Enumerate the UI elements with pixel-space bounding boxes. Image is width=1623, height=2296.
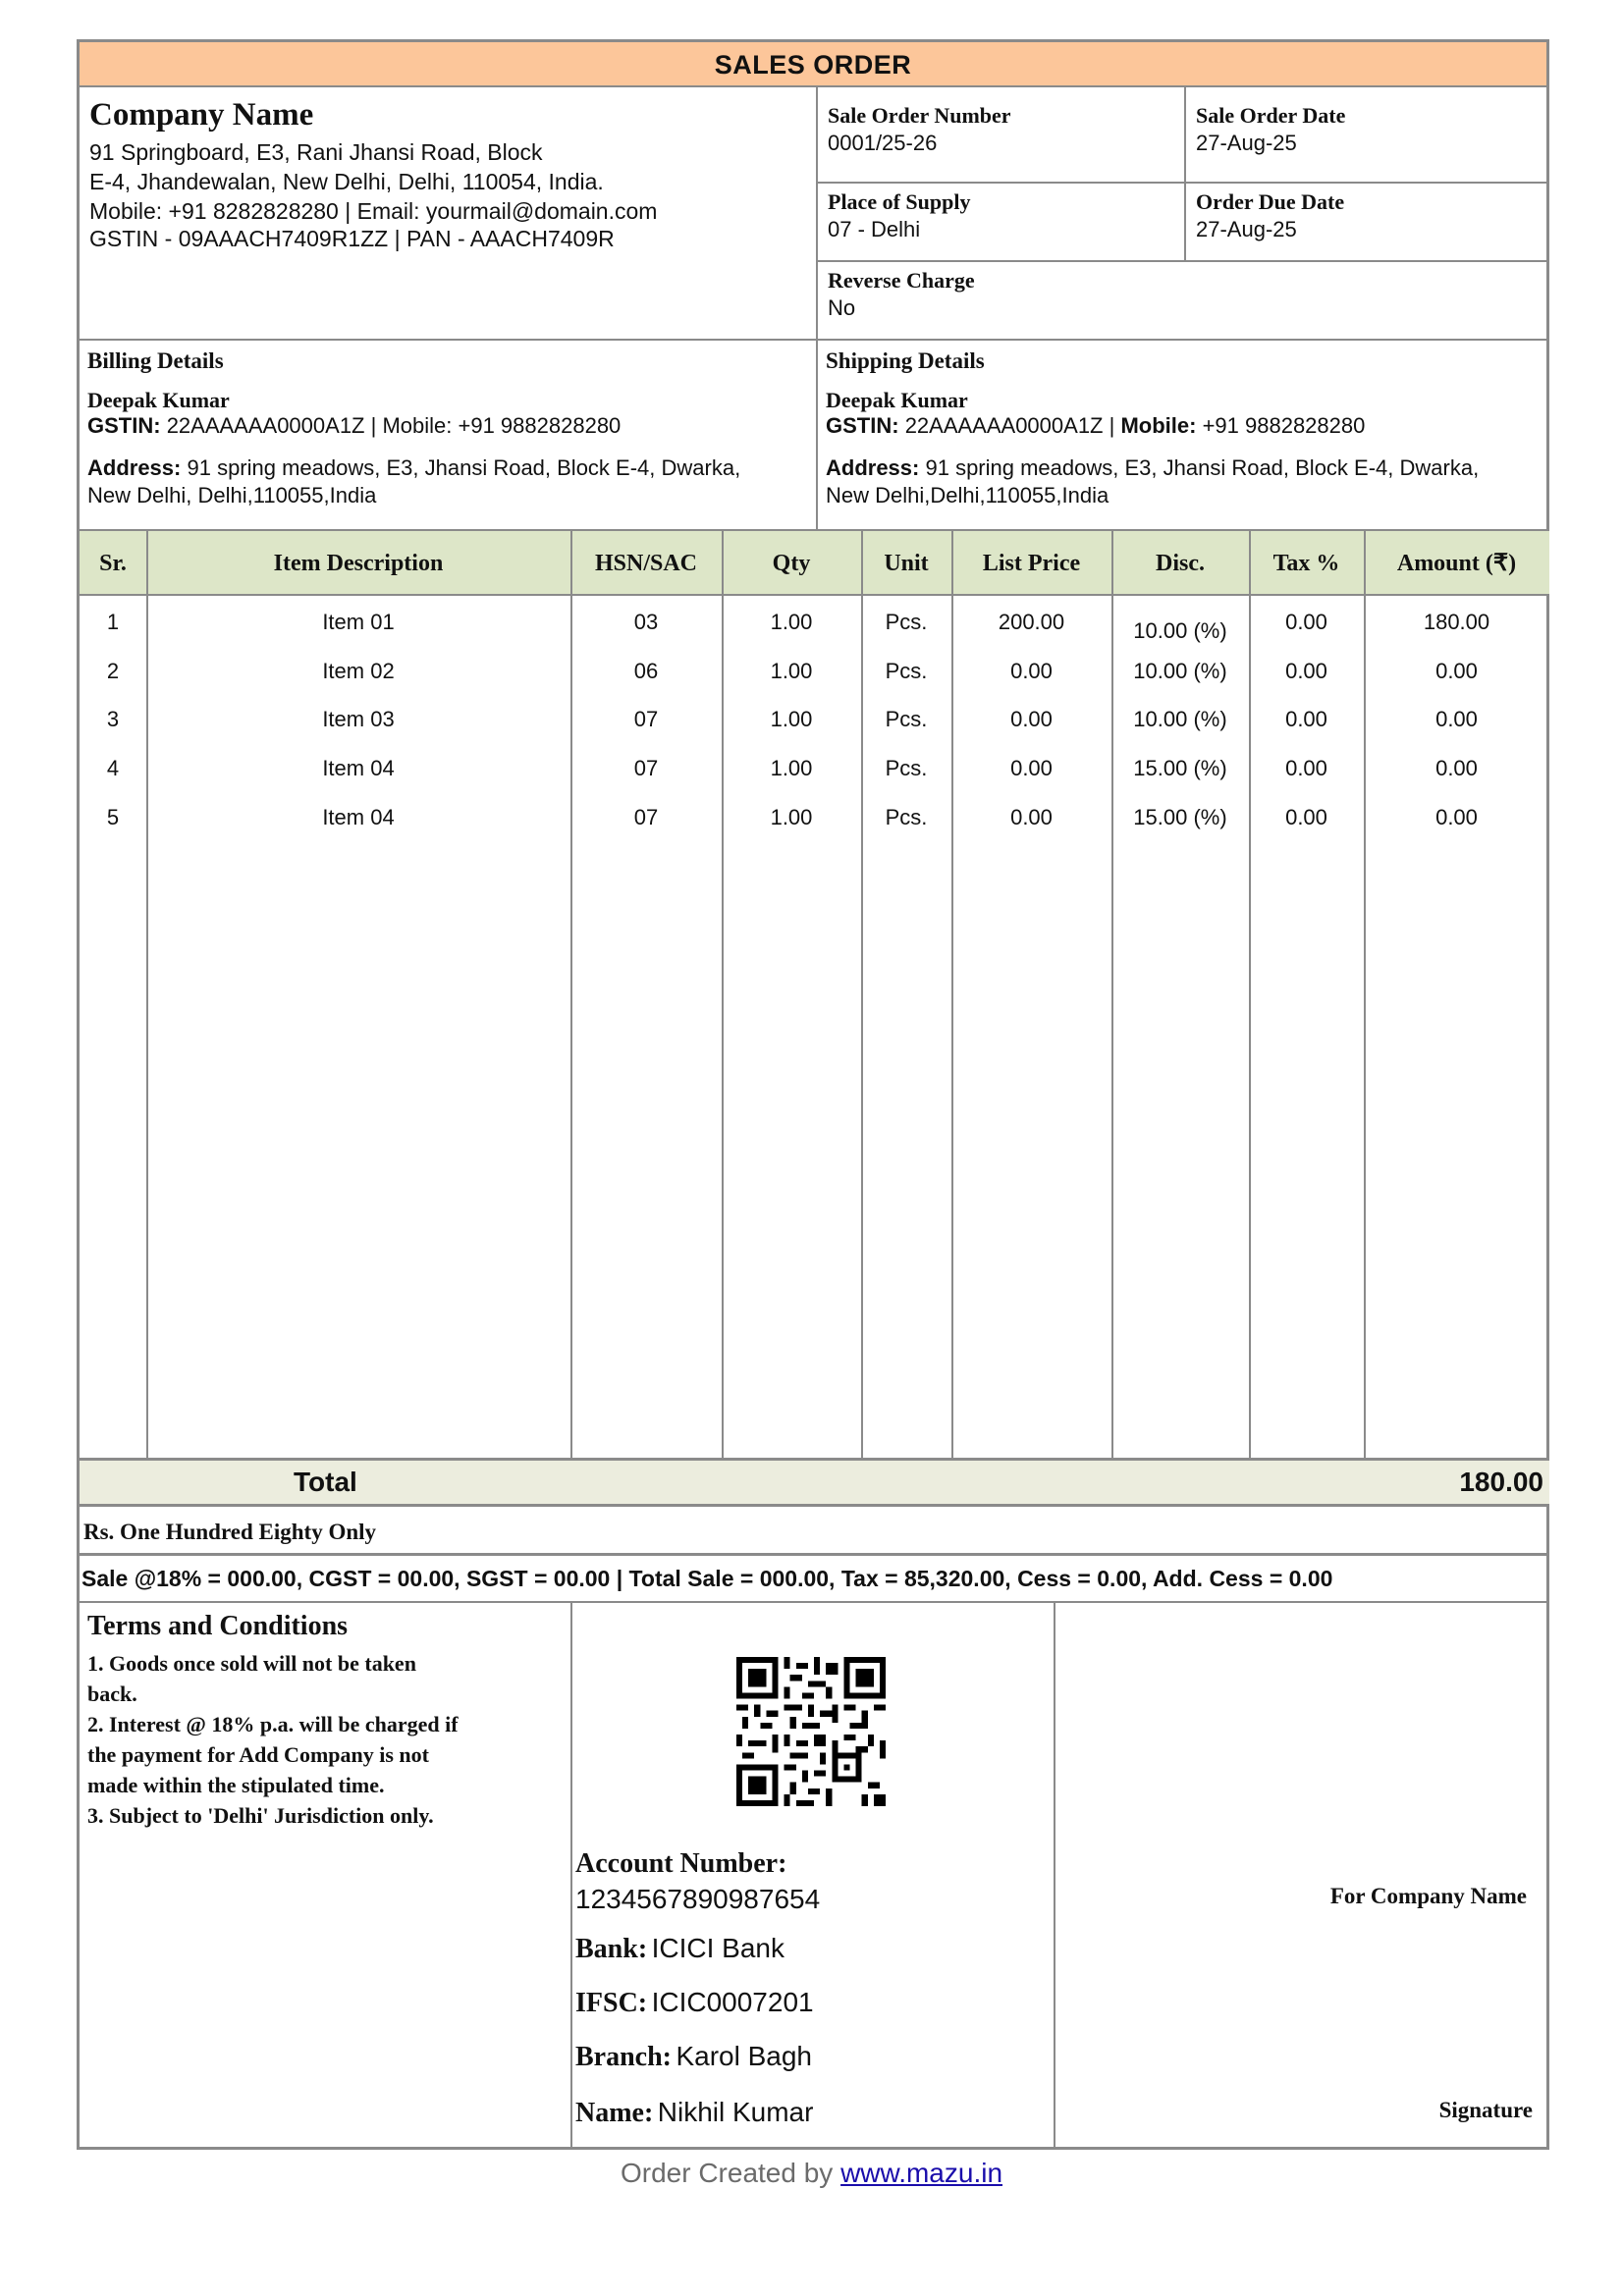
cell-tax: 0.00 <box>1285 805 1327 829</box>
cell-hsn: 07 <box>633 756 659 780</box>
billing-gstin-line: GSTIN: 22AAAAAA0000A1Z | Mobile: +91 9882828280 <box>87 413 622 438</box>
header-hsn-sac: HSN/SAC <box>594 551 698 576</box>
cell-disc: 15.00 (%) <box>1133 805 1227 829</box>
footer <box>0 2158 1623 2189</box>
account-number-value: 1234567890987654 <box>575 1884 821 1914</box>
divider <box>570 1601 572 2150</box>
cell-item: Item 04 <box>322 805 395 829</box>
company-address-line1: 91 Springboard, E3, Rani Jhansi Road, Block <box>89 139 543 165</box>
cell-sr: 3 <box>106 707 120 731</box>
cell-unit: Pcs. <box>885 805 928 829</box>
qr-code-icon <box>736 1657 886 1806</box>
cell-list-price: 0.00 <box>1010 805 1053 829</box>
sale-order-number-cell <box>828 103 1171 156</box>
divider <box>816 260 1549 262</box>
billing-mobile-label: Mobile: <box>382 413 453 438</box>
shipping-address-line2: New Delhi,Delhi,110055,India <box>826 483 1109 507</box>
cell-amount: 0.00 <box>1435 707 1478 731</box>
company-block <box>89 97 806 251</box>
billing-name: Deepak Kumar <box>87 388 230 412</box>
shipping-gstin-line: GSTIN: 22AAAAAA0000A1Z | Mobile: +91 9882828280 <box>826 413 1366 438</box>
cell-amount: 180.00 <box>1423 610 1490 634</box>
shipping-mobile-value: +91 9882828280 <box>1202 413 1366 438</box>
cell-item: Item 01 <box>322 610 395 634</box>
shipping-address <box>826 454 1547 509</box>
tax-summary: Sale @18% = 000.00, CGST = 00.00, SGST = 00.00 | Total Sale = 000.00, Tax = 85,320.00, Cess = 0.00, Add. Cess = 0.00 <box>81 1566 1333 1591</box>
ifsc-value: ICIC0007201 <box>651 1987 814 2017</box>
cell-amount: 0.00 <box>1435 805 1478 829</box>
place-of-supply-label: Place of Supply <box>828 189 971 214</box>
cell-unit: Pcs. <box>885 756 928 780</box>
sale-order-number-label: Sale Order Number <box>828 103 1011 128</box>
bank-label: Bank: <box>575 1934 648 1964</box>
sale-order-date-value: 27-Aug-25 <box>1196 131 1297 155</box>
items-table <box>80 529 1549 1499</box>
cell-hsn: 06 <box>633 659 659 683</box>
signature-label: Signature <box>1438 2098 1533 2122</box>
header-qty: Qty <box>772 551 811 576</box>
table-header <box>80 529 1549 596</box>
cell-tax: 0.00 <box>1285 659 1327 683</box>
place-of-supply-cell <box>828 189 1171 242</box>
terms-line: back. <box>87 1682 137 1706</box>
bank-value: ICICI Bank <box>651 1933 784 1963</box>
billing-address <box>87 454 809 509</box>
cell-qty: 1.00 <box>770 805 813 829</box>
bank-line <box>575 1931 1047 1971</box>
cell-disc: 10.00 (%) <box>1133 618 1227 643</box>
for-company-name: For Company Name <box>1329 1884 1527 1908</box>
header-amount: Amount (₹) <box>1396 551 1517 576</box>
order-due-date-value: 27-Aug-25 <box>1196 217 1297 241</box>
account-number-label: Account Number: <box>575 1848 787 1879</box>
cell-sr: 2 <box>106 659 120 683</box>
billing-heading: Billing Details <box>87 348 224 373</box>
billing-gstin-value: 22AAAAAA0000A1Z <box>166 413 365 438</box>
cell-amount: 0.00 <box>1435 659 1478 683</box>
sale-order-number-value: 0001/25-26 <box>828 131 938 155</box>
cell-unit: Pcs. <box>885 610 928 634</box>
terms-block <box>87 1611 564 1831</box>
billing-mobile-value: +91 9882828280 <box>458 413 622 438</box>
account-name-value: Nikhil Kumar <box>657 2097 814 2127</box>
table-row <box>80 707 1549 742</box>
company-tax-ids: GSTIN - 09AAACH7409R1ZZ | PAN - AAACH7409R <box>89 226 615 251</box>
company-address-line2: E-4, Jhandewalan, New Delhi, Delhi, 110054, India. <box>89 169 604 194</box>
sale-order-date-cell <box>1196 103 1540 156</box>
branch-value: Karol Bagh <box>676 2041 812 2071</box>
table-row <box>80 659 1549 694</box>
sale-order-date-label: Sale Order Date <box>1196 103 1346 128</box>
header-tax: Tax % <box>1272 551 1340 576</box>
terms-line: the payment for Add Company is not <box>87 1742 429 1767</box>
cell-unit: Pcs. <box>885 659 928 683</box>
ifsc-line <box>575 1985 1047 2025</box>
total-row <box>80 1458 1549 1507</box>
amount-in-words: Rs. One Hundred Eighty Only <box>83 1520 377 1544</box>
shipping-heading: Shipping Details <box>826 348 985 373</box>
shipping-mobile-label: Mobile: <box>1120 413 1197 438</box>
terms-line: 2. Interest @ 18% p.a. will be charged if <box>87 1712 459 1736</box>
shipping-name: Deepak Kumar <box>826 388 968 412</box>
cell-item: Item 03 <box>322 707 395 731</box>
cell-hsn: 07 <box>633 805 659 829</box>
cell-disc: 15.00 (%) <box>1133 756 1227 780</box>
cell-qty: 1.00 <box>770 610 813 634</box>
header-disc: Disc. <box>1156 551 1205 576</box>
terms-line: 1. Goods once sold will not be taken <box>87 1651 416 1676</box>
reverse-charge-cell <box>828 268 1515 321</box>
header-unit: Unit <box>884 551 929 576</box>
cell-hsn: 03 <box>633 610 659 634</box>
sales-order-document <box>77 39 1549 2150</box>
terms-line: 3. Subject to 'Delhi' Jurisdiction only. <box>87 1803 434 1828</box>
divider <box>80 339 1549 341</box>
footer-prefix: Order Created by <box>620 2158 834 2188</box>
cell-item: Item 04 <box>322 756 395 780</box>
cell-tax: 0.00 <box>1285 707 1327 731</box>
reverse-charge-label: Reverse Charge <box>828 268 975 293</box>
total-label: Total <box>294 1467 357 1497</box>
cell-unit: Pcs. <box>885 707 928 731</box>
account-name-line <box>575 2095 1047 2135</box>
shipping-address-label: Address: <box>826 455 920 480</box>
bank-details <box>575 1846 1047 2135</box>
company-name: Company Name <box>89 97 314 133</box>
divider <box>1054 1601 1055 2150</box>
divider <box>1184 87 1186 262</box>
table-row <box>80 610 1549 645</box>
document-title: SALES ORDER <box>80 42 1546 87</box>
billing-address-line1: 91 spring meadows, E3, Jhansi Road, Block E-4, Dwarka, <box>187 455 741 480</box>
place-of-supply-value: 07 - Delhi <box>828 217 921 241</box>
cell-list-price: 0.00 <box>1010 659 1053 683</box>
cell-disc: 10.00 (%) <box>1133 659 1227 683</box>
shipping-gstin-value: 22AAAAAA0000A1Z <box>904 413 1104 438</box>
branch-line <box>575 2039 1047 2079</box>
order-due-date-cell <box>1196 189 1540 242</box>
billing-gstin-label: GSTIN: <box>87 413 161 438</box>
billing-details <box>87 348 809 509</box>
branch-label: Branch: <box>575 2042 672 2072</box>
cell-amount: 0.00 <box>1435 756 1478 780</box>
company-contact: Mobile: +91 8282828280 | Email: yourmail@domain.com <box>89 198 658 224</box>
cell-list-price: 200.00 <box>998 610 1065 634</box>
reverse-charge-value: No <box>828 295 856 320</box>
header-list-price: List Price <box>982 551 1081 576</box>
terms-heading: Terms and Conditions <box>87 1611 349 1641</box>
cell-disc: 10.00 (%) <box>1133 707 1227 731</box>
table-row <box>80 756 1549 791</box>
shipping-details <box>826 348 1547 509</box>
divider <box>816 87 818 555</box>
cell-sr: 4 <box>106 756 120 780</box>
cell-tax: 0.00 <box>1285 756 1327 780</box>
cell-hsn: 07 <box>633 707 659 731</box>
header-item-description: Item Description <box>273 551 444 576</box>
cell-tax: 0.00 <box>1285 610 1327 634</box>
shipping-gstin-label: GSTIN: <box>826 413 899 438</box>
cell-list-price: 0.00 <box>1010 756 1053 780</box>
table-row <box>80 805 1549 840</box>
footer-link[interactable]: www.mazu.in <box>840 2158 1003 2188</box>
cell-sr: 1 <box>106 610 120 634</box>
header-sr: Sr. <box>99 551 127 576</box>
account-name-label: Name: <box>575 2098 654 2128</box>
divider <box>80 1553 1549 1556</box>
cell-sr: 5 <box>106 805 120 829</box>
cell-list-price: 0.00 <box>1010 707 1053 731</box>
terms-line: made within the stipulated time. <box>87 1773 385 1797</box>
order-due-date-label: Order Due Date <box>1196 189 1345 214</box>
total-value: 180.00 <box>1459 1467 1543 1497</box>
cell-qty: 1.00 <box>770 659 813 683</box>
billing-address-line2: New Delhi, Delhi,110055,India <box>87 483 377 507</box>
ifsc-label: IFSC: <box>575 1988 648 2018</box>
shipping-address-line1: 91 spring meadows, E3, Jhansi Road, Block E-4, Dwarka, <box>925 455 1480 480</box>
cell-qty: 1.00 <box>770 707 813 731</box>
cell-qty: 1.00 <box>770 756 813 780</box>
divider <box>816 182 1549 184</box>
billing-address-label: Address: <box>87 455 182 480</box>
divider <box>80 1601 1549 1603</box>
cell-item: Item 02 <box>322 659 395 683</box>
